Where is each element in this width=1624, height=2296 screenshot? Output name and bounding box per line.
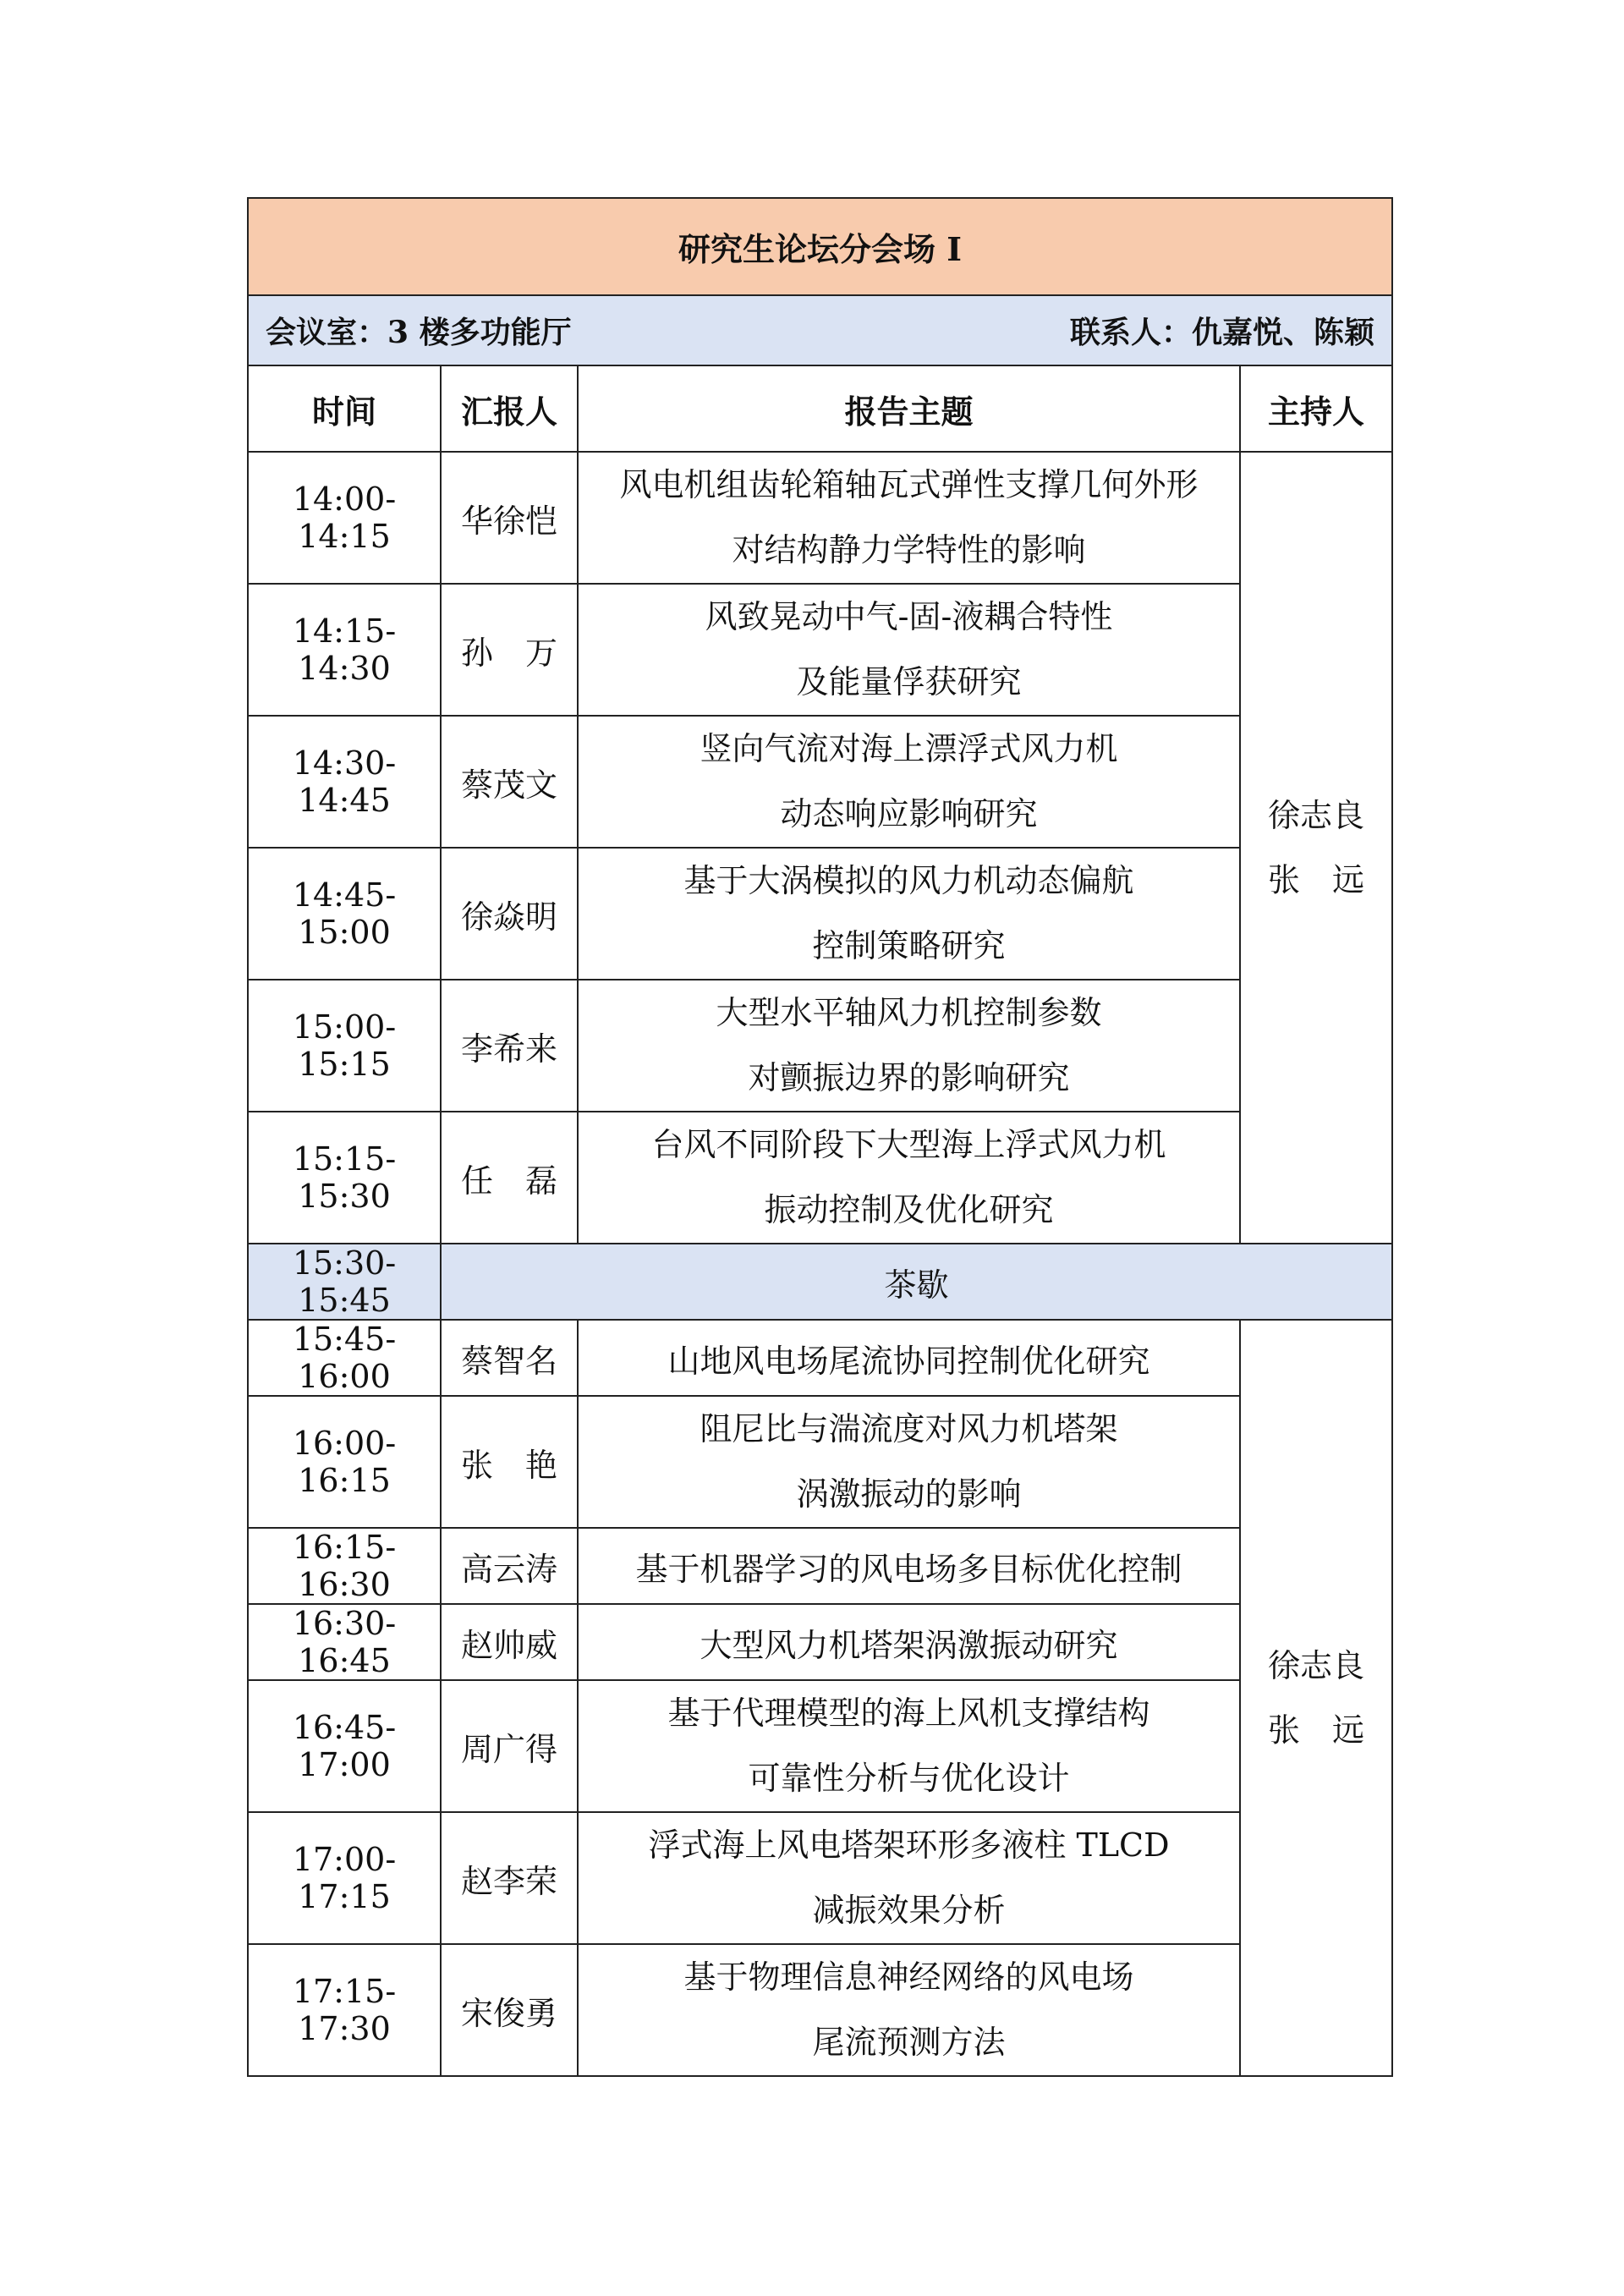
topic-cell [578, 1112, 1240, 1244]
topic-line: 阻尼比与湍流度对风力机塔架 [700, 1410, 1118, 1447]
room-label: 会议室：3 楼多功能厅 [266, 315, 572, 350]
topic-line: 可靠性分析与优化设计 [748, 1760, 1070, 1797]
table-row [248, 1604, 1392, 1680]
table-row [248, 1396, 1392, 1528]
time-cell: 15:00-15:15 [248, 980, 441, 1112]
topic-cell [578, 1680, 1240, 1812]
table-title: 研究生论坛分会场 I [248, 198, 1392, 295]
topic-line: 风致晃动中气-固-液耦合特性 [705, 598, 1113, 635]
topic-line: 对结构静力学特性的影响 [732, 531, 1086, 569]
table-row [248, 980, 1392, 1112]
topic-cell [578, 584, 1240, 716]
time-cell: 14:30-14:45 [248, 716, 441, 848]
header-topic: 报告主题 [578, 365, 1240, 452]
topic-line: 风电机组齿轮箱轴瓦式弹性支撑几何外形 [619, 466, 1199, 503]
table-row [248, 1112, 1392, 1244]
topic-line: 振动控制及优化研究 [764, 1191, 1054, 1228]
time-cell: 16:30-16:45 [248, 1604, 441, 1680]
speaker-cell: 孙 万 [441, 584, 578, 716]
speaker-cell: 任 磊 [441, 1112, 578, 1244]
table-row [248, 452, 1392, 584]
break-row [248, 1244, 1392, 1320]
topic-cell: 山地风电场尾流协同控制优化研究 [578, 1320, 1240, 1396]
topic-line: 浮式海上风电塔架环形多液柱 TLCD [648, 1826, 1170, 1864]
speaker-cell: 赵帅威 [441, 1604, 578, 1680]
table-row [248, 1944, 1392, 2076]
speaker-cell: 李希来 [441, 980, 578, 1112]
topic-line: 竖向气流对海上漂浮式风力机 [700, 730, 1118, 767]
topic-line: 台风不同阶段下大型海上浮式风力机 [651, 1126, 1166, 1163]
time-cell: 15:15-15:30 [248, 1112, 441, 1244]
header-host: 主持人 [1240, 365, 1392, 452]
table-row [248, 716, 1392, 848]
host-name: 张 远 [1268, 1711, 1365, 1749]
speaker-cell: 高云涛 [441, 1528, 578, 1604]
speaker-cell: 宋俊勇 [441, 1944, 578, 2076]
topic-line: 控制策略研究 [812, 927, 1006, 964]
time-cell: 14:45-15:00 [248, 848, 441, 980]
topic-line: 基于代理模型的海上风机支撑结构 [667, 1695, 1150, 1732]
header-speaker: 汇报人 [441, 365, 578, 452]
topic-cell [578, 1812, 1240, 1944]
time-cell: 15:45-16:00 [248, 1320, 441, 1396]
host-name: 张 远 [1268, 861, 1365, 898]
table-row [248, 1320, 1392, 1396]
table-row [248, 1528, 1392, 1604]
topic-cell [578, 980, 1240, 1112]
topic-line: 基于物理信息神经网络的风电场 [683, 1958, 1134, 1996]
table-row [248, 1812, 1392, 1944]
topic-line: 对颤振边界的影响研究 [748, 1059, 1070, 1096]
topic-line: 基于大涡模拟的风力机动态偏航 [683, 862, 1134, 899]
contact-label: 联系人：仇嘉悦、陈颖 [1070, 315, 1375, 350]
table-row [248, 584, 1392, 716]
speaker-cell: 蔡智名 [441, 1320, 578, 1396]
speaker-cell: 赵李荣 [441, 1812, 578, 1944]
host-cell [1240, 452, 1392, 1244]
header-time: 时间 [248, 365, 441, 452]
host-name: 徐志良 [1268, 1647, 1365, 1684]
speaker-cell: 张 艳 [441, 1396, 578, 1528]
speaker-cell: 徐焱明 [441, 848, 578, 980]
topic-line: 尾流预测方法 [812, 2024, 1006, 2061]
topic-line: 减振效果分析 [812, 1892, 1006, 1929]
host-cell [1240, 1320, 1392, 2076]
break-label: 茶歇 [441, 1244, 1392, 1320]
table-row [248, 848, 1392, 980]
time-cell: 14:00-14:15 [248, 452, 441, 584]
topic-cell: 大型风力机塔架涡激振动研究 [578, 1604, 1240, 1680]
topic-cell [578, 1944, 1240, 2076]
header-row [248, 365, 1392, 452]
topic-cell: 基于机器学习的风电场多目标优化控制 [578, 1528, 1240, 1604]
topic-cell [578, 1396, 1240, 1528]
time-cell: 16:15-16:30 [248, 1528, 441, 1604]
time-cell: 17:15-17:30 [248, 1944, 441, 2076]
time-cell: 14:15-14:30 [248, 584, 441, 716]
speaker-cell: 周广得 [441, 1680, 578, 1812]
topic-line: 动态响应影响研究 [780, 795, 1038, 832]
table-row [248, 1680, 1392, 1812]
info-row [248, 295, 1392, 365]
speaker-cell: 华徐恺 [441, 452, 578, 584]
speaker-cell: 蔡茂文 [441, 716, 578, 848]
time-cell: 16:45-17:00 [248, 1680, 441, 1812]
topic-line: 大型水平轴风力机控制参数 [716, 994, 1102, 1031]
host-name: 徐志良 [1268, 797, 1365, 834]
time-cell: 17:00-17:15 [248, 1812, 441, 1944]
break-time: 15:30-15:45 [248, 1244, 441, 1320]
topic-cell [578, 848, 1240, 980]
time-cell: 16:00-16:15 [248, 1396, 441, 1528]
topic-line: 涡激振动的影响 [796, 1475, 1022, 1513]
schedule-table [247, 197, 1393, 2077]
topic-line: 及能量俘获研究 [796, 663, 1022, 700]
schedule-sheet [247, 197, 1391, 2077]
topic-cell [578, 452, 1240, 584]
topic-cell [578, 716, 1240, 848]
